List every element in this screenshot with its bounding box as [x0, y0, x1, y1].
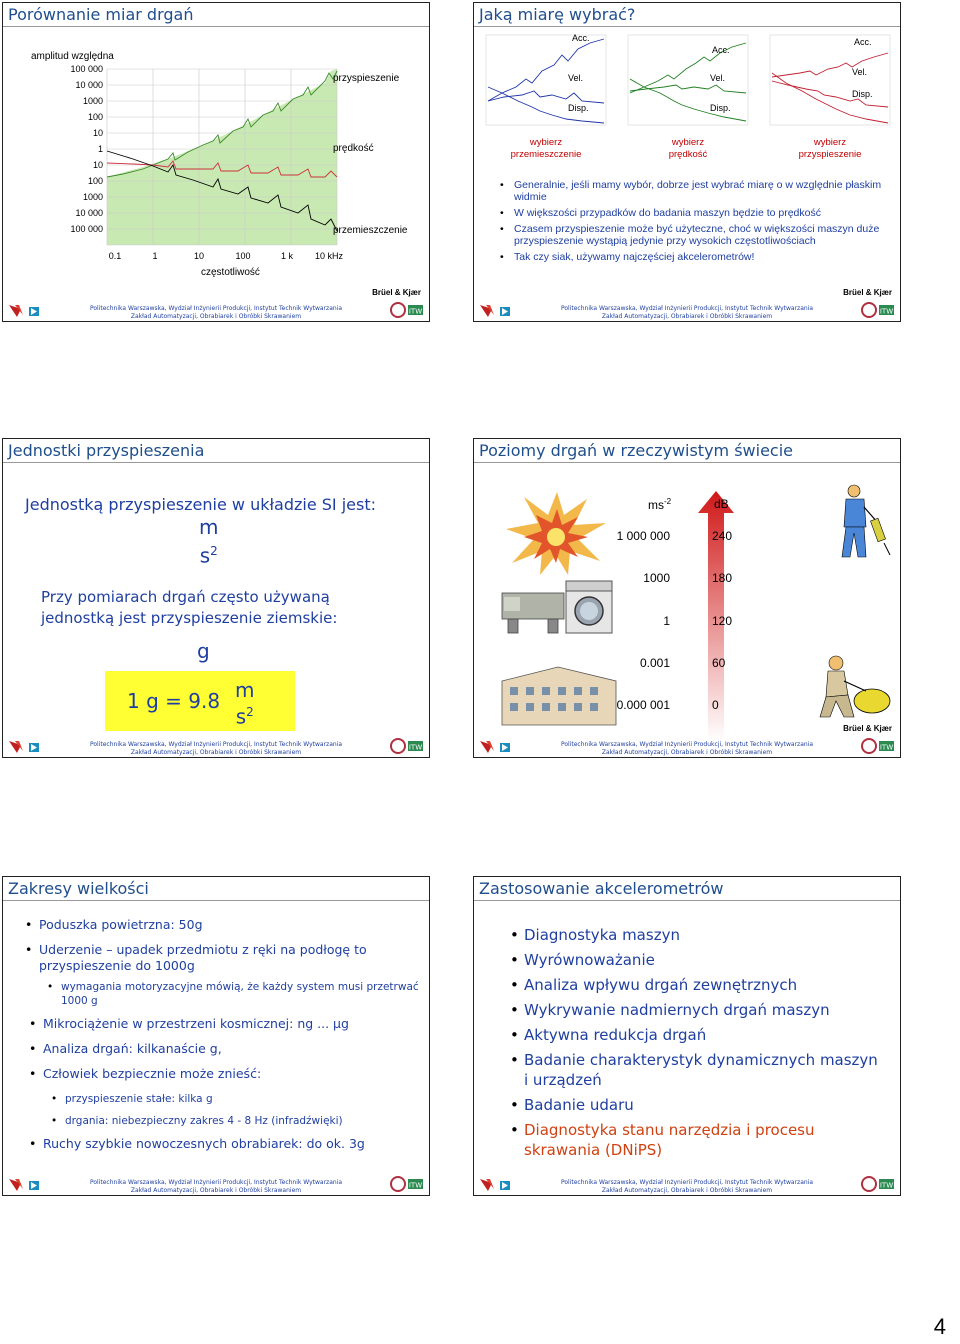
label-velocity: prędkość: [333, 143, 374, 154]
svg-text:ITW: ITW: [408, 743, 423, 752]
bullet-list: [39, 917, 419, 1152]
title-rule: [474, 900, 900, 901]
si-unit-text: Jednostką przyspieszenie w układzie SI jest:: [25, 495, 376, 514]
title-rule: [3, 26, 429, 27]
col-ms-head: [648, 497, 671, 512]
footer-text: [474, 741, 900, 756]
bullet-list: [514, 179, 894, 263]
g-symbol: g: [197, 639, 210, 663]
slide-title: Jaką miarę wybrać?: [479, 5, 636, 24]
slide-3: [2, 438, 430, 758]
col-db-head: dB: [714, 497, 729, 511]
footer-line-1: Politechnika Warszawska, Wydział Inżynierii Produkcji, Instytut Technik Wytwarzania: [560, 305, 814, 312]
page-number: 4: [933, 1314, 946, 1339]
list-item: • Wykrywanie nadmiernych drgań maszyn: [524, 1000, 884, 1020]
footer-line-1: Politechnika Warszawska, Wydział Inżynierii Produkcji, Instytut Technik Wytwarzania: [89, 741, 343, 748]
footer-text: [3, 305, 429, 320]
unit-exponent: 2: [210, 544, 218, 558]
choice-verb: wybierz: [671, 137, 705, 148]
y-tick: 1000: [82, 192, 103, 202]
list-item: • Badanie udaru: [524, 1095, 884, 1115]
slide-footer: [474, 299, 900, 321]
list-item: • Diagnostyka maszyn: [524, 925, 884, 945]
footer-line-2: Zakład Automatyzacji, Obrabiarek i Obróbki Skrawaniem: [130, 312, 302, 320]
itw-logo-icon: [389, 301, 425, 319]
footer-text: [3, 1179, 429, 1194]
footer-line-2: Zakład Automatyzacji, Obrabiarek i Obróbki Skrawaniem: [601, 312, 773, 320]
slide-5: [2, 876, 430, 1196]
level-db-2: 120: [712, 614, 733, 628]
y-tick: 10 000: [75, 208, 103, 218]
unit-base: s: [235, 704, 247, 729]
y-axis-label: amplitud względna: [31, 51, 114, 62]
choice-measure: prędkość: [668, 149, 708, 160]
label-displacement: przemieszczenie: [333, 225, 408, 236]
bruel-kjaer-logo: Brüel & Kjær: [843, 288, 892, 297]
x-axis-label: częstotliwość: [201, 267, 260, 278]
svg-text:ITW: ITW: [408, 1181, 423, 1190]
ms-unit: ms: [648, 498, 664, 512]
slide-footer: [474, 1173, 900, 1195]
level-ms-0: 1 000 000: [616, 529, 670, 543]
footer-line-1: Politechnika Warszawska, Wydział Inżynierii Produkcji, Instytut Technik Wytwarzania: [560, 1179, 814, 1186]
bruel-kjaer-logo: Brüel & Kjær: [843, 724, 892, 733]
bullet-list: [524, 925, 884, 1160]
unit-numerator: m: [235, 678, 255, 702]
list-item: • Tak czy siak, używamy najczęściej akcelerometrów!: [514, 251, 894, 263]
list-item: • Aktywna redukcja drgań: [524, 1025, 884, 1045]
list-item: • przyspieszenie stałe: kilka g: [65, 1092, 419, 1106]
label-acceleration: przyspieszenie: [333, 73, 400, 84]
slide-footer: [3, 299, 429, 321]
vel-label: Vel.: [568, 73, 584, 83]
footer-line-1: Politechnika Warszawska, Wydział Inżynierii Produkcji, Instytut Technik Wytwarzania: [560, 741, 814, 748]
itw-logo-icon: [860, 1175, 896, 1193]
level-db-4: 0: [712, 698, 719, 712]
list-item: • Analiza wpływu drgań zewnętrznych: [524, 975, 884, 995]
footer-line-1: Politechnika Warszawska, Wydział Inżynierii Produkcji, Instytut Technik Wytwarzania: [89, 305, 343, 312]
list-item: • Generalnie, jeśli mamy wybór, dobrze jest wybrać miarę o w względnie płaskim widmie: [514, 179, 894, 203]
choice-verb: wybierz: [529, 137, 563, 148]
y-tick: 10: [92, 160, 103, 170]
acc-label: Acc.: [854, 37, 872, 47]
list-item: • Uderzenie – upadek przedmiotu z ręki na podłogę to przyspieszenie do 1000g: [39, 942, 419, 974]
level-ms-3: 0.001: [639, 656, 670, 670]
x-tick: 100: [235, 251, 251, 261]
choice-3: [766, 137, 894, 161]
level-db-1: 180: [712, 571, 733, 585]
worker-jackhammer-image: [826, 483, 896, 563]
list-item: • Poduszka powietrzna: 50g: [39, 917, 419, 933]
list-item: • Czasem przyspieszenie może być użyteczne, choć w większości maszyn duże przyspieszenie wystąpią jedynie przy wysokich częstotliwościach: [514, 223, 894, 247]
g-text: [41, 587, 337, 629]
unit-denominator: [235, 701, 254, 728]
disp-label: Disp.: [852, 89, 873, 99]
unit-numerator: m: [199, 515, 219, 539]
slide-title: Zastosowanie akcelerometrów: [479, 879, 724, 898]
svg-text:ITW: ITW: [879, 307, 894, 316]
footer-text: [474, 305, 900, 320]
lathe-image: [498, 585, 568, 635]
title-rule: [474, 26, 900, 27]
footer-line-2: Zakład Automatyzacji, Obrabiarek i Obróbki Skrawaniem: [130, 748, 302, 756]
unit-base: s: [199, 543, 211, 568]
g-text-line-1: Przy pomiarach drgań często używaną: [41, 588, 330, 606]
itw-logo-icon: [860, 301, 896, 319]
level-ms-4: 0.000 001: [616, 698, 670, 712]
choice-measure: przyspieszenie: [798, 149, 862, 160]
g-equation-unit: [235, 679, 254, 728]
choice-measure: przemieszczenie: [510, 149, 582, 160]
vel-label: Vel.: [852, 67, 868, 77]
slide-6: [473, 876, 901, 1196]
svg-text:ITW: ITW: [879, 1181, 894, 1190]
svg-text:ITW: ITW: [408, 307, 423, 316]
footer-line-1: Politechnika Warszawska, Wydział Inżynierii Produkcji, Instytut Technik Wytwarzania: [89, 1179, 343, 1186]
level-ms-1: 1000: [643, 571, 670, 585]
x-tick: 1: [152, 251, 158, 261]
level-db-0: 240: [712, 529, 733, 543]
x-tick: 10 kHz: [314, 251, 344, 261]
choice-verb: wybierz: [813, 137, 847, 148]
slide-title: Jednostki przyspieszenia: [8, 441, 205, 460]
list-item-highlight: • Diagnostyka stanu narzędzia i procesu skrawania (DNiPS): [524, 1120, 884, 1160]
g-equation: 1 g = 9.8: [127, 689, 221, 713]
list-item: • W większości przypadków do badania maszyn będzie to prędkość: [514, 207, 894, 219]
y-tick: 100 000: [70, 65, 103, 74]
list-item: • Mikrociążenie w przestrzeni kosmicznej: ng ... µg: [43, 1016, 419, 1032]
footer-line-2: Zakład Automatyzacji, Obrabiarek i Obróbki Skrawaniem: [601, 1186, 773, 1194]
itw-logo-icon: [389, 737, 425, 755]
y-tick: 10 000: [75, 80, 103, 90]
svg-text:ITW: ITW: [879, 743, 894, 752]
footer-text: [474, 1179, 900, 1194]
bruel-kjaer-logo: Brüel & Kjær: [372, 288, 421, 297]
slide-title: Poziomy drgań w rzeczywistym świecie: [479, 441, 794, 460]
disp-label: Disp.: [710, 103, 731, 113]
title-rule: [3, 900, 429, 901]
slide-title: Zakresy wielkości: [8, 879, 149, 898]
list-item: • Analiza drgań: kilkanaście g,: [43, 1041, 419, 1057]
itw-logo-icon: [860, 737, 896, 755]
list-item: • Wyrównoważanie: [524, 950, 884, 970]
acc-label: Acc.: [712, 45, 730, 55]
list-item: • drgania: niebezpieczny zakres 4 - 8 Hz (infradźwięki): [65, 1114, 419, 1128]
mini-chart-2: [624, 31, 752, 131]
mini-chart-3: [766, 31, 894, 131]
x-tick: 10: [193, 251, 205, 261]
slide-footer: [474, 735, 900, 757]
choice-1: [482, 137, 610, 161]
slide-footer: [3, 1173, 429, 1195]
footer-text: [3, 741, 429, 756]
vel-label: Vel.: [710, 73, 726, 83]
si-unit-fraction: [199, 515, 218, 568]
list-item: • wymagania motoryzacyjne mówią, że każdy system musi przetrwać 1000 g: [61, 980, 419, 1008]
g-equation-box: [105, 671, 295, 731]
list-item: • Badanie charakterystyk dynamicznych maszyn i urządzeń: [524, 1050, 884, 1090]
acc-label: Acc.: [572, 33, 590, 43]
building-image: [498, 661, 618, 727]
choice-2: [624, 137, 752, 161]
slide-1: [2, 2, 430, 322]
list-item: • Człowiek bezpiecznie może znieść:: [43, 1066, 419, 1082]
level-db-3: 60: [712, 656, 726, 670]
unit-denominator: [199, 539, 218, 568]
x-tick: 0.1: [108, 251, 122, 261]
slide-title: Porównanie miar drgań: [8, 5, 194, 24]
spectrum-chart: [63, 65, 413, 275]
slide-footer: [3, 735, 429, 757]
footer-line-2: Zakład Automatyzacji, Obrabiarek i Obróbki Skrawaniem: [601, 748, 773, 756]
level-ms-2: 1: [663, 614, 670, 628]
y-tick: 100: [87, 112, 103, 122]
g-text-line-2: jednostką jest przyspieszenie ziemskie:: [41, 609, 338, 627]
y-tick: 100: [87, 176, 103, 186]
unit-exponent: 2: [246, 705, 254, 719]
disp-label: Disp.: [568, 103, 589, 113]
x-tick: 1 k: [280, 251, 294, 261]
y-tick: 10: [92, 128, 103, 138]
slide-4: [473, 438, 901, 758]
y-tick: 1: [97, 144, 103, 154]
title-rule: [3, 462, 429, 463]
mini-chart-1: [482, 31, 610, 131]
worker-tool-image: [814, 651, 894, 721]
title-rule: [474, 462, 900, 463]
itw-logo-icon: [389, 1175, 425, 1193]
y-tick: 1000: [82, 96, 103, 106]
ms-exponent: -2: [664, 497, 672, 506]
footer-line-2: Zakład Automatyzacji, Obrabiarek i Obróbki Skrawaniem: [130, 1186, 302, 1194]
list-item: • Ruchy szybkie nowoczesnych obrabiarek: do ok. 3g: [43, 1136, 419, 1152]
y-tick: 100 000: [70, 224, 103, 234]
slide-2: [473, 2, 901, 322]
